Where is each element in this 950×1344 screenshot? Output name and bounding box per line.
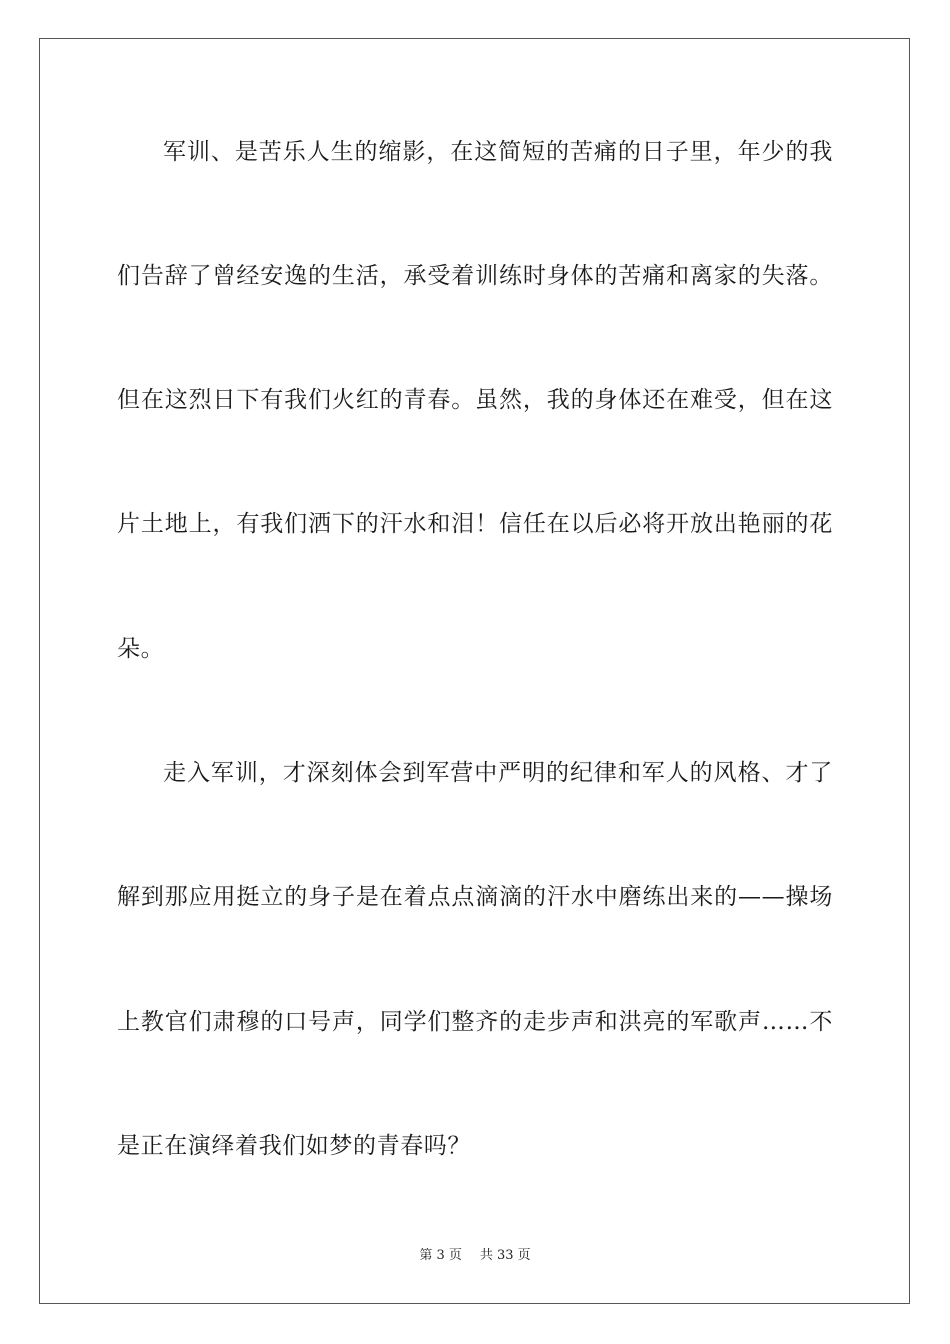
paragraph-2-line-4: 是正在演绎着我们如梦的青春吗？	[117, 1133, 471, 1159]
paragraph-1-line-1: 军训、是苦乐人生的缩影，在这简短的苦痛的日子里，年少的我	[163, 139, 833, 165]
paragraph-1-line-3: 但在这烈日下有我们火红的青春。虽然，我的身体还在难受，但在这	[117, 387, 833, 413]
paragraph-1-line-4: 片土地上，有我们洒下的汗水和泪！信任在以后必将开放出艳丽的花	[117, 511, 833, 537]
page-number: 第 3 页	[419, 1248, 462, 1263]
paragraph-2-line-3: 上教官们肃穆的口号声，同学们整齐的走步声和洪亮的军歌声……不	[117, 1009, 833, 1035]
page-border	[39, 38, 910, 1304]
paragraph-1-line-2: 们告辞了曾经安逸的生活，承受着训练时身体的苦痛和离家的失落。	[117, 263, 833, 289]
page-footer	[0, 1247, 950, 1265]
paragraph-1-line-5: 朵。	[117, 636, 165, 662]
paragraph-2-line-2: 解到那应用挺立的身子是在着点点滴滴的汗水中磨练出来的——操场	[117, 884, 833, 910]
paragraph-2-line-1: 走入军训，才深刻体会到军营中严明的纪律和军人的风格、才了	[163, 760, 833, 786]
page-total: 共 33 页	[479, 1248, 531, 1263]
